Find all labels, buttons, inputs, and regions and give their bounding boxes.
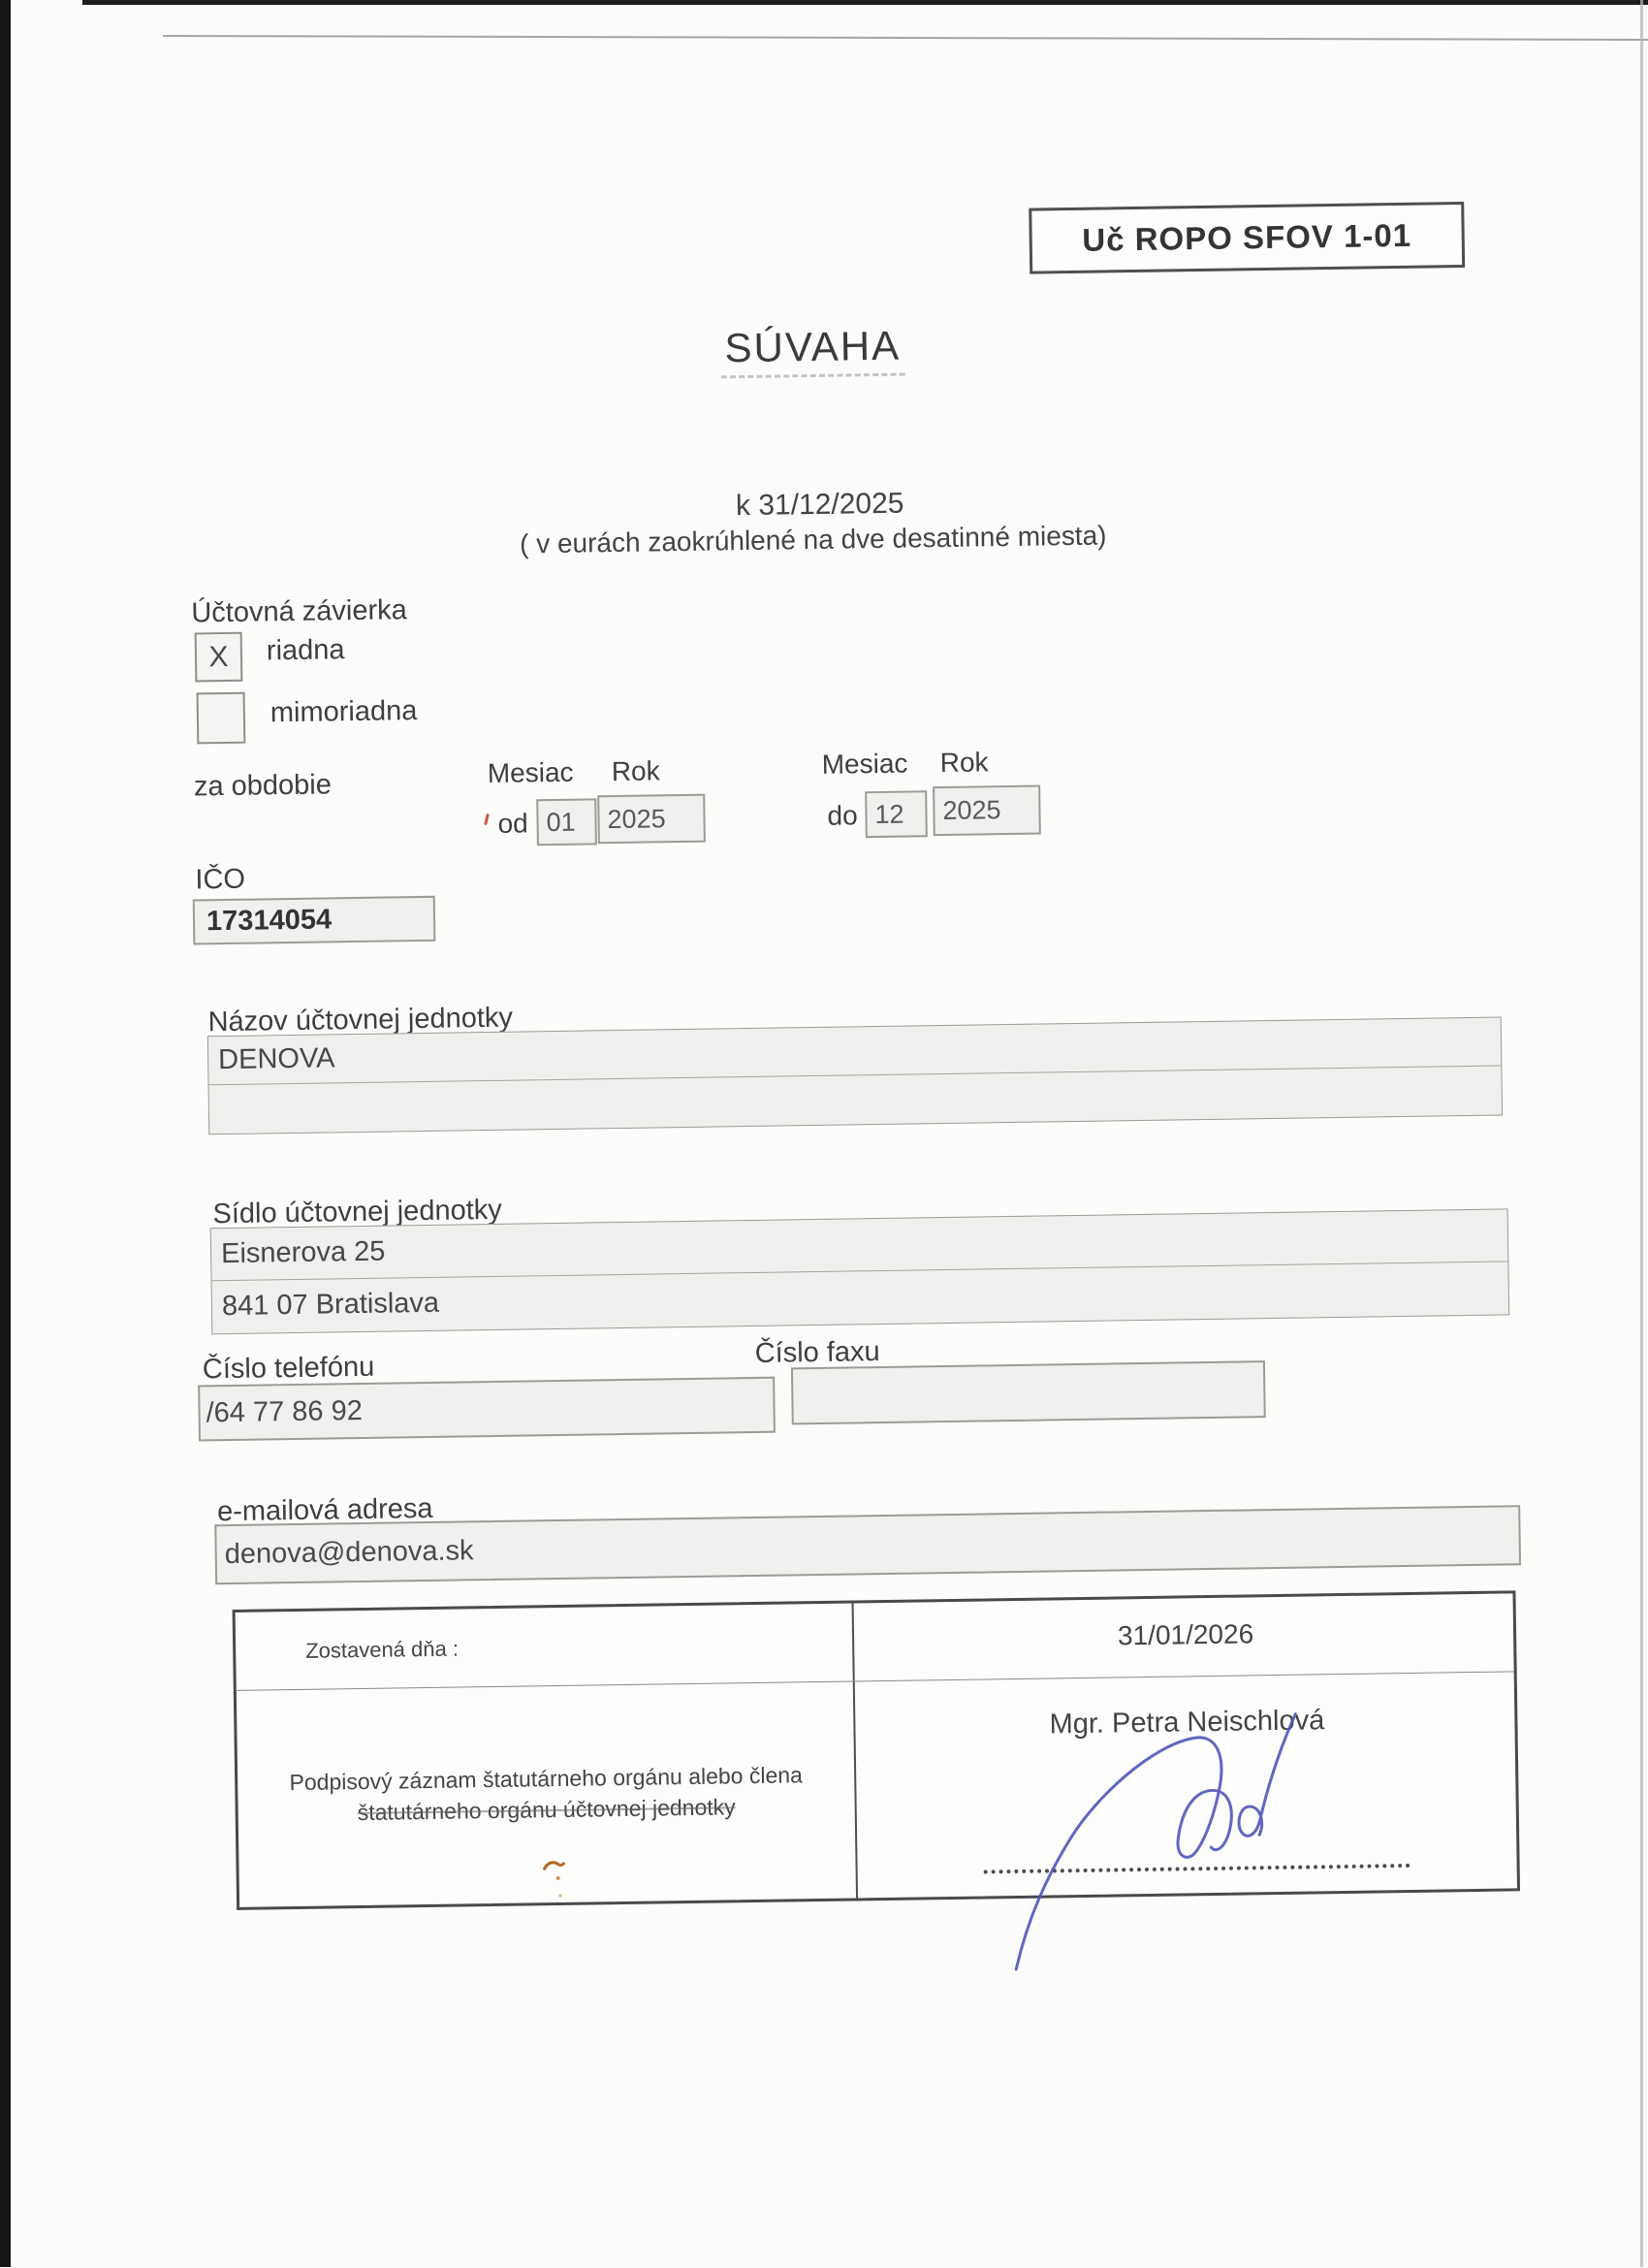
signature-dotted-line <box>983 1835 1410 1874</box>
label-mimoriadna: mimoriadna <box>269 695 418 729</box>
checkbox-x-mark: X <box>208 640 229 673</box>
red-pen-tick <box>484 814 490 825</box>
address-street: Eisnerova 25 <box>220 1235 386 1270</box>
table-row-divider <box>237 1671 1514 1691</box>
form-code-box <box>1029 202 1465 274</box>
checkbox-mimoriadna[interactable] <box>197 692 246 745</box>
entity-name-label: Názov účtovnej jednotky <box>207 1002 514 1038</box>
form-title: SÚVAHA <box>720 323 904 379</box>
phone-label: Číslo telefónu <box>202 1351 375 1386</box>
signatory-label-line2: štatutárneho orgánu účtovnej jednotky <box>357 1794 736 1826</box>
to-year-value: 2025 <box>942 795 1001 826</box>
phone-field[interactable] <box>198 1377 776 1442</box>
compiled-on-label: Zostavená dňa : <box>305 1636 460 1663</box>
from-month-field[interactable] <box>536 798 597 846</box>
entity-address-field[interactable] <box>210 1208 1509 1334</box>
period-label: za obdobie <box>193 769 333 803</box>
rounding-note: ( v eurách zaokrúhlené na dve desatinné miesta) <box>519 520 1107 559</box>
form-code: Uč ROPO SFOV 1-01 <box>1082 216 1412 258</box>
signatory-statement-label <box>257 1759 836 1830</box>
ico-value: 17314054 <box>206 904 333 938</box>
entity-name-field[interactable] <box>207 1016 1503 1134</box>
ink-stain <box>542 1859 572 1903</box>
entity-name-value: DENOVA <box>217 1042 335 1076</box>
from-month-value: 01 <box>546 807 576 837</box>
entity-address-label: Sídlo účtovnej jednotky <box>212 1194 502 1230</box>
from-label: od <box>497 808 528 839</box>
to-month-field[interactable] <box>865 790 928 838</box>
label-riadna: riadna <box>266 634 345 667</box>
closing-section-label: Účtovná závierka <box>191 594 407 629</box>
phone-value: /64 77 86 92 <box>206 1394 364 1428</box>
month-label-to: Mesiac <box>821 748 908 780</box>
email-value: denova@denova.sk <box>224 1534 474 1570</box>
to-label: do <box>827 800 858 831</box>
balance-date: k 31/12/2025 <box>735 487 904 523</box>
signatory-name: Mgr. Petra Neischlová <box>1049 1705 1325 1741</box>
to-month-value: 12 <box>874 799 904 829</box>
month-label-from: Mesiac <box>487 756 574 788</box>
compiled-on-date: 31/01/2026 <box>1117 1618 1254 1651</box>
checkbox-riadna[interactable] <box>195 632 243 683</box>
email-label: e-mailová adresa <box>216 1492 433 1528</box>
signatory-label-line1: Podpisový záznam štatutárneho orgánu alebo člena <box>289 1762 804 1796</box>
from-year-field[interactable] <box>597 794 706 845</box>
signature-table <box>233 1590 1520 1910</box>
address-city: 841 07 Bratislava <box>221 1287 440 1322</box>
form-title-wrap <box>0 311 1637 389</box>
fax-field[interactable] <box>791 1360 1266 1424</box>
ico-field[interactable] <box>193 896 436 945</box>
year-label-to: Rok <box>939 747 989 779</box>
fax-label: Číslo faxu <box>754 1336 880 1369</box>
year-label-from: Rok <box>611 755 660 787</box>
from-year-value: 2025 <box>607 803 666 834</box>
to-year-field[interactable] <box>933 785 1041 837</box>
ico-label: IČO <box>195 863 246 896</box>
